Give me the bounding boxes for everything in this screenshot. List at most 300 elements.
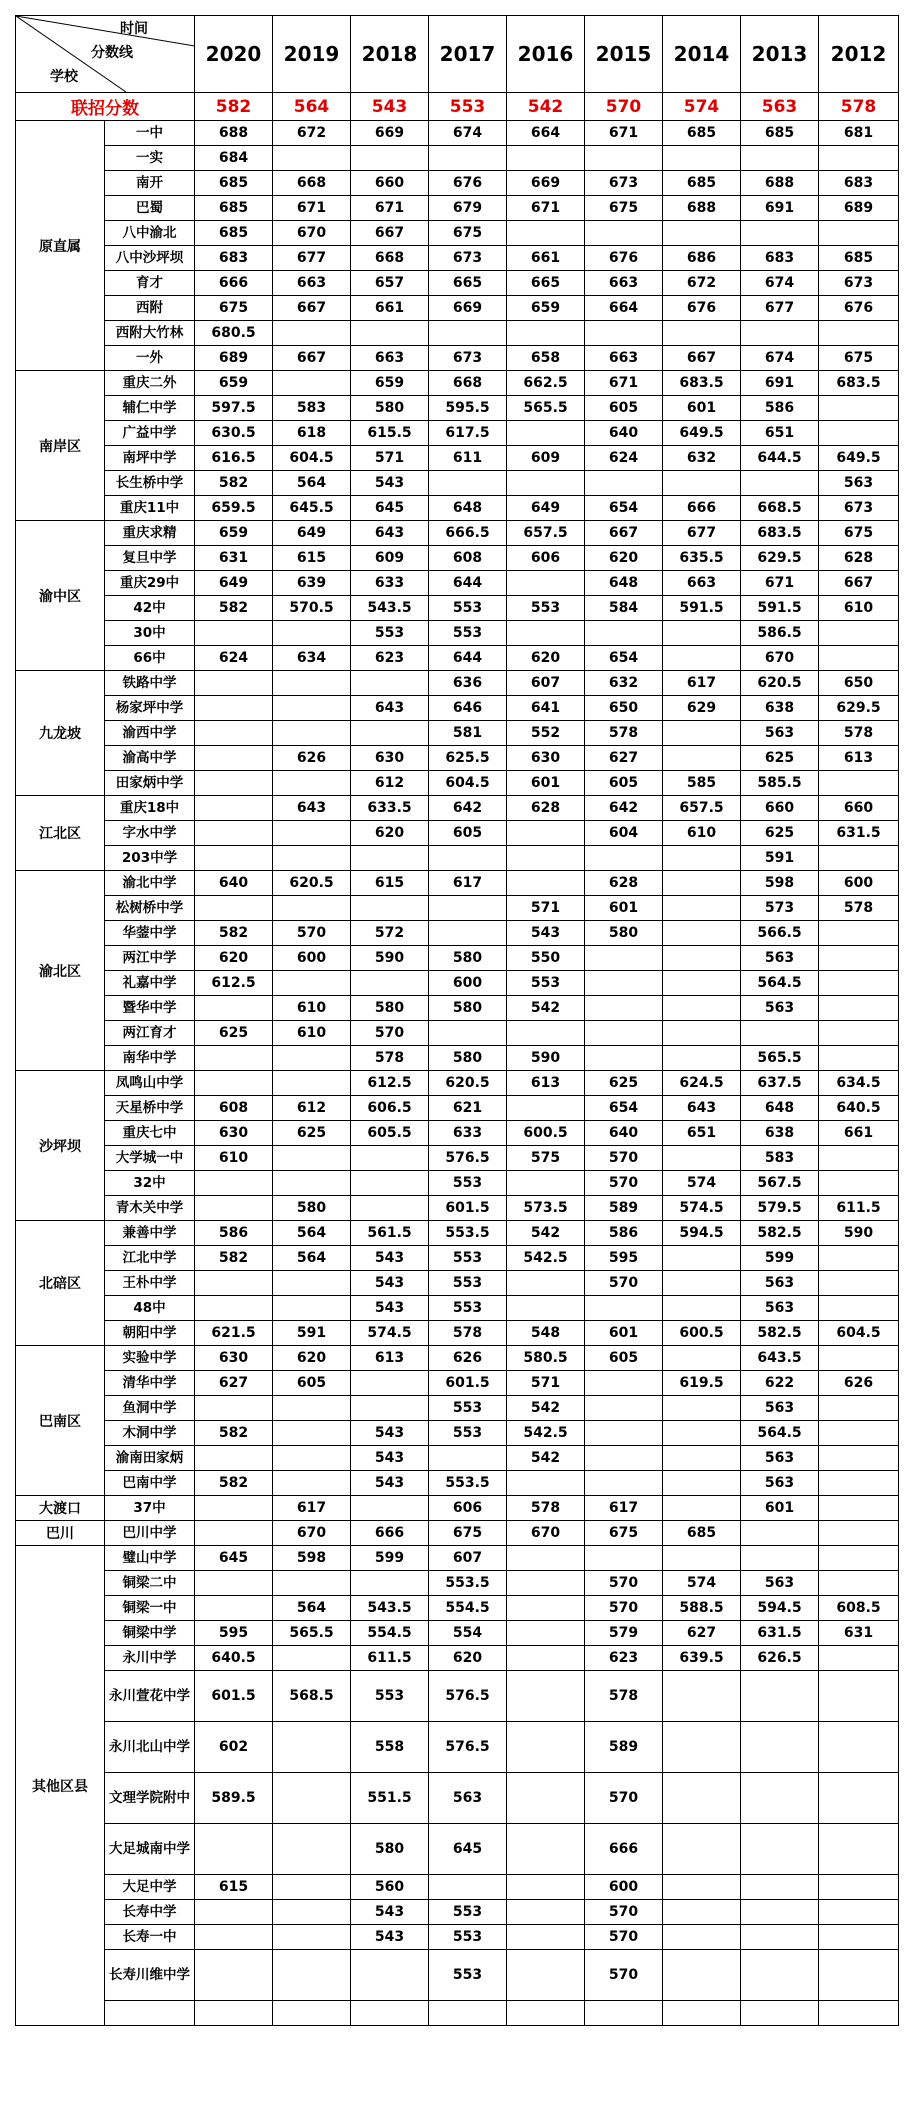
score-cell: 605: [585, 771, 663, 796]
score-cell: 640: [195, 871, 273, 896]
score-cell: [663, 646, 741, 671]
score-cell: [351, 2001, 429, 2026]
score-cell: [507, 1471, 585, 1496]
score-cell: 583: [273, 396, 351, 421]
score-cell: 570.5: [273, 596, 351, 621]
score-cell: 642: [429, 796, 507, 821]
score-cell: 595: [585, 1246, 663, 1271]
score-cell: 543: [507, 921, 585, 946]
score-cell: 568.5: [273, 1671, 351, 1722]
school-cell: 南坪中学: [105, 446, 195, 471]
score-cell: [507, 421, 585, 446]
score-cell: 565.5: [741, 1046, 819, 1071]
score-cell: [819, 846, 899, 871]
district-cell: 南岸区: [16, 371, 105, 521]
score-cell: 570: [585, 1571, 663, 1596]
table-row: [16, 1925, 899, 1950]
score-cell: [273, 671, 351, 696]
score-cell: 543.5: [351, 596, 429, 621]
score-cell: 644: [429, 571, 507, 596]
score-cell: 621: [429, 1096, 507, 1121]
score-cell: 608: [195, 1096, 273, 1121]
table-row: [16, 296, 899, 321]
table-row: [16, 871, 899, 896]
score-cell: [273, 771, 351, 796]
score-cell: [663, 1875, 741, 1900]
score-cell: 615: [351, 871, 429, 896]
school-cell: 永川北山中学: [105, 1722, 195, 1773]
score-cell: [429, 1021, 507, 1046]
score-cell: 685: [195, 221, 273, 246]
table-row: [16, 121, 899, 146]
score-table: [15, 15, 899, 2026]
score-cell: 615.5: [351, 421, 429, 446]
score-cell: 543: [351, 1446, 429, 1471]
score-cell: 578: [585, 721, 663, 746]
score-cell: 663: [585, 346, 663, 371]
score-cell: 629: [663, 696, 741, 721]
school-cell: 八中渝北: [105, 221, 195, 246]
score-cell: 627: [585, 746, 663, 771]
score-cell: 671: [741, 571, 819, 596]
score-cell: [195, 671, 273, 696]
score-cell: 674: [741, 271, 819, 296]
school-cell: 西附大竹林: [105, 321, 195, 346]
school-cell: 一实: [105, 146, 195, 171]
score-cell: 677: [741, 296, 819, 321]
score-cell: 582: [195, 1246, 273, 1271]
score-cell: 685: [663, 121, 741, 146]
score-cell: 610: [819, 596, 899, 621]
score-cell: [273, 1773, 351, 1824]
score-cell: 582.5: [741, 1321, 819, 1346]
score-cell: 573.5: [507, 1196, 585, 1221]
score-cell: 543: [351, 1271, 429, 1296]
score-cell: 542: [507, 996, 585, 1021]
score-cell: [585, 321, 663, 346]
score-cell: 624: [585, 446, 663, 471]
score-cell: 623: [585, 1646, 663, 1671]
score-cell: 578: [507, 1496, 585, 1521]
table-row: [16, 846, 899, 871]
score-cell: 586.5: [741, 621, 819, 646]
score-cell: 658: [507, 346, 585, 371]
school-cell: 复旦中学: [105, 546, 195, 571]
score-cell: 629.5: [819, 696, 899, 721]
year-header: 2019: [273, 16, 351, 93]
score-cell: 599: [741, 1246, 819, 1271]
table-row: [16, 921, 899, 946]
score-cell: 627: [663, 1621, 741, 1646]
score-cell: [741, 1521, 819, 1546]
score-cell: [507, 1571, 585, 1596]
school-cell: 30中: [105, 621, 195, 646]
score-cell: 645: [195, 1546, 273, 1571]
score-cell: [585, 2001, 663, 2026]
score-cell: 667: [819, 571, 899, 596]
score-cell: [663, 721, 741, 746]
table-row: [16, 1875, 899, 1900]
score-cell: [195, 2001, 273, 2026]
table-row: [16, 1671, 899, 1722]
table-row: [16, 1221, 899, 1246]
score-cell: 611: [429, 446, 507, 471]
score-cell: 618: [273, 421, 351, 446]
score-cell: [273, 1271, 351, 1296]
district-cell: 其他区县: [16, 1546, 105, 2026]
score-cell: 668.5: [741, 496, 819, 521]
score-cell: 610: [195, 1146, 273, 1171]
score-cell: 620.5: [273, 871, 351, 896]
score-cell: 625: [585, 1071, 663, 1096]
table-row: [16, 1046, 899, 1071]
score-cell: 570: [585, 1271, 663, 1296]
score-cell: 553: [429, 1296, 507, 1321]
table-row: [16, 1773, 899, 1824]
score-cell: 645: [429, 1824, 507, 1875]
district-cell: 巴南区: [16, 1346, 105, 1496]
score-cell: [585, 621, 663, 646]
table-row: [16, 671, 899, 696]
table-row: [16, 1571, 899, 1596]
score-cell: 580.5: [507, 1346, 585, 1371]
score-cell: [663, 471, 741, 496]
school-cell: 广益中学: [105, 421, 195, 446]
score-cell: 554.5: [429, 1596, 507, 1621]
score-cell: 688: [741, 171, 819, 196]
score-cell: 553: [429, 1396, 507, 1421]
score-cell: 673: [429, 346, 507, 371]
score-cell: 661: [819, 1121, 899, 1146]
score-cell: 620: [429, 1646, 507, 1671]
score-cell: 608.5: [819, 1596, 899, 1621]
score-cell: 612.5: [351, 1071, 429, 1096]
corner-school-label: 学校: [50, 69, 78, 85]
score-cell: 659: [351, 371, 429, 396]
score-cell: 620.5: [429, 1071, 507, 1096]
score-cell: 676: [429, 171, 507, 196]
score-cell: 669: [351, 121, 429, 146]
score-cell: [663, 921, 741, 946]
score-cell: 542: [507, 1446, 585, 1471]
score-cell: 578: [585, 1671, 663, 1722]
score-cell: 570: [585, 1950, 663, 2001]
score-cell: 565.5: [273, 1621, 351, 1646]
table-row: [16, 1096, 899, 1121]
score-cell: 673: [819, 271, 899, 296]
score-cell: 553: [429, 1925, 507, 1950]
score-cell: [429, 1446, 507, 1471]
score-cell: [819, 1546, 899, 1571]
score-cell: 590: [351, 946, 429, 971]
score-cell: 612: [273, 1096, 351, 1121]
score-cell: 671: [507, 196, 585, 221]
score-cell: 671: [585, 371, 663, 396]
score-cell: [585, 1296, 663, 1321]
school-cell: 两江中学: [105, 946, 195, 971]
score-cell: 597.5: [195, 396, 273, 421]
score-cell: 676: [663, 296, 741, 321]
table-row: [16, 1900, 899, 1925]
score-cell: [585, 1471, 663, 1496]
score-cell: 670: [741, 646, 819, 671]
score-cell: [507, 1296, 585, 1321]
score-cell: [663, 1471, 741, 1496]
score-cell: [195, 1296, 273, 1321]
score-cell: [273, 1446, 351, 1471]
score-cell: [195, 1900, 273, 1925]
table-row: [16, 1271, 899, 1296]
score-cell: 617: [585, 1496, 663, 1521]
score-cell: 659: [195, 521, 273, 546]
score-cell: [351, 1396, 429, 1421]
score-cell: 579.5: [741, 1196, 819, 1221]
score-cell: [351, 721, 429, 746]
score-cell: 651: [663, 1121, 741, 1146]
score-cell: [273, 1296, 351, 1321]
table-row: [16, 896, 899, 921]
score-cell: [663, 2001, 741, 2026]
score-cell: 553: [429, 621, 507, 646]
score-cell: 643: [663, 1096, 741, 1121]
score-cell: 630: [195, 1121, 273, 1146]
score-cell: 570: [351, 1021, 429, 1046]
score-cell: 554: [429, 1621, 507, 1646]
score-cell: 688: [663, 196, 741, 221]
score-cell: 570: [585, 1146, 663, 1171]
score-cell: 668: [429, 371, 507, 396]
score-cell: 578: [819, 896, 899, 921]
school-cell: 辅仁中学: [105, 396, 195, 421]
score-cell: [195, 896, 273, 921]
score-cell: [195, 1521, 273, 1546]
score-cell: [663, 1546, 741, 1571]
score-cell: [195, 846, 273, 871]
score-cell: 620: [273, 1346, 351, 1371]
score-cell: [351, 1950, 429, 2001]
score-cell: [273, 1571, 351, 1596]
score-cell: 564: [273, 1246, 351, 1271]
score-cell: [429, 146, 507, 171]
score-cell: 632: [585, 671, 663, 696]
score-cell: [507, 146, 585, 171]
score-cell: 625: [741, 746, 819, 771]
table-row: [16, 196, 899, 221]
school-cell: 铜梁一中: [105, 1596, 195, 1621]
score-cell: [507, 1271, 585, 1296]
district-cell: 渝北区: [16, 871, 105, 1071]
score-cell: 646: [429, 696, 507, 721]
score-cell: [273, 1171, 351, 1196]
school-cell: [105, 2001, 195, 2026]
score-cell: 563: [819, 471, 899, 496]
score-cell: 553: [429, 1421, 507, 1446]
score-cell: [741, 221, 819, 246]
score-cell: 664: [507, 121, 585, 146]
score-cell: [585, 1396, 663, 1421]
score-cell: 677: [663, 521, 741, 546]
score-cell: [819, 421, 899, 446]
score-cell: 663: [351, 346, 429, 371]
table-row: [16, 596, 899, 621]
table-row: [16, 1722, 899, 1773]
score-cell: 671: [585, 121, 663, 146]
score-cell: [819, 1824, 899, 1875]
score-cell: 677: [273, 246, 351, 271]
score-cell: 606: [507, 546, 585, 571]
score-cell: [741, 471, 819, 496]
score-cell: 601.5: [429, 1196, 507, 1221]
score-cell: 669: [429, 296, 507, 321]
score-cell: 661: [507, 246, 585, 271]
score-cell: 543: [351, 1925, 429, 1950]
school-cell: 铜梁二中: [105, 1571, 195, 1596]
score-cell: [585, 1046, 663, 1071]
score-cell: 673: [585, 171, 663, 196]
score-cell: 595: [195, 1621, 273, 1646]
score-cell: 553.5: [429, 1471, 507, 1496]
score-cell: 663: [273, 271, 351, 296]
score-cell: [429, 921, 507, 946]
score-cell: [273, 846, 351, 871]
score-cell: [273, 1875, 351, 1900]
score-cell: 564.5: [741, 1421, 819, 1446]
score-cell: 612: [351, 771, 429, 796]
score-cell: 649: [273, 521, 351, 546]
score-cell: [663, 1824, 741, 1875]
score-cell: 617.5: [429, 421, 507, 446]
table-row: [16, 796, 899, 821]
school-cell: 南华中学: [105, 1046, 195, 1071]
score-cell: 691: [741, 371, 819, 396]
score-cell: 564: [273, 1221, 351, 1246]
score-cell: [663, 146, 741, 171]
school-cell: 鱼洞中学: [105, 1396, 195, 1421]
school-cell: 巴蜀: [105, 196, 195, 221]
score-cell: [819, 1571, 899, 1596]
score-cell: [507, 1171, 585, 1196]
table-row: [16, 1321, 899, 1346]
score-cell: 586: [195, 1221, 273, 1246]
score-cell: [819, 1246, 899, 1271]
score-cell: 625: [195, 1021, 273, 1046]
score-cell: [273, 696, 351, 721]
table-row: [16, 696, 899, 721]
score-cell: [273, 1071, 351, 1096]
score-cell: [273, 371, 351, 396]
score-cell: 659: [507, 296, 585, 321]
score-cell: 631: [195, 546, 273, 571]
score-cell: [195, 1271, 273, 1296]
score-cell: [195, 796, 273, 821]
score-cell: 683: [741, 246, 819, 271]
score-cell: 675: [585, 1521, 663, 1546]
score-cell: [273, 1421, 351, 1446]
table-row: [16, 721, 899, 746]
score-cell: 657.5: [663, 796, 741, 821]
score-cell: [663, 1271, 741, 1296]
score-cell: 582: [195, 1471, 273, 1496]
school-cell: 一外: [105, 346, 195, 371]
score-cell: 580: [351, 1824, 429, 1875]
score-cell: [663, 1950, 741, 2001]
score-cell: 620.5: [741, 671, 819, 696]
score-cell: [507, 1824, 585, 1875]
score-cell: 550: [507, 946, 585, 971]
score-cell: 564: [273, 1596, 351, 1621]
school-cell: 杨家坪中学: [105, 696, 195, 721]
score-cell: 683.5: [663, 371, 741, 396]
score-cell: 543: [351, 1421, 429, 1446]
school-cell: 重庆求精: [105, 521, 195, 546]
score-cell: [273, 971, 351, 996]
table-row: [16, 1396, 899, 1421]
score-cell: [819, 771, 899, 796]
table-row: [16, 346, 899, 371]
score-cell: 616.5: [195, 446, 273, 471]
score-cell: 628: [585, 871, 663, 896]
score-cell: 672: [273, 121, 351, 146]
year-header: 2018: [351, 16, 429, 93]
lianzhao-score: 563: [741, 93, 819, 121]
score-cell: [663, 1046, 741, 1071]
score-cell: [663, 621, 741, 646]
table-row: [16, 496, 899, 521]
score-cell: [507, 221, 585, 246]
score-cell: 606: [429, 1496, 507, 1521]
school-cell: 大足中学: [105, 1875, 195, 1900]
table-row: [16, 246, 899, 271]
score-cell: 640.5: [819, 1096, 899, 1121]
score-cell: [585, 1021, 663, 1046]
score-cell: 649.5: [663, 421, 741, 446]
score-cell: [585, 146, 663, 171]
lianzhao-score: 542: [507, 93, 585, 121]
score-cell: [351, 671, 429, 696]
score-cell: [819, 1021, 899, 1046]
score-cell: [819, 1271, 899, 1296]
score-cell: 595.5: [429, 396, 507, 421]
score-cell: 691: [741, 196, 819, 221]
score-cell: 563: [429, 1773, 507, 1824]
score-cell: 582: [195, 1421, 273, 1446]
score-cell: 563: [741, 1271, 819, 1296]
score-cell: 617: [429, 871, 507, 896]
school-cell: 两江育才: [105, 1021, 195, 1046]
school-cell: 巴川中学: [105, 1521, 195, 1546]
score-cell: 643: [351, 696, 429, 721]
score-cell: [507, 1621, 585, 1646]
score-cell: 613: [507, 1071, 585, 1096]
score-cell: [819, 1722, 899, 1773]
score-cell: [819, 1046, 899, 1071]
score-cell: [507, 1021, 585, 1046]
score-cell: [741, 2001, 819, 2026]
score-cell: [741, 146, 819, 171]
score-cell: 666: [585, 1824, 663, 1875]
school-cell: 暨华中学: [105, 996, 195, 1021]
score-cell: 684: [195, 146, 273, 171]
score-cell: 553.5: [429, 1571, 507, 1596]
score-cell: [195, 1046, 273, 1071]
score-cell: 648: [585, 571, 663, 596]
score-cell: 671: [351, 196, 429, 221]
score-cell: 600: [819, 871, 899, 896]
score-cell: [195, 1596, 273, 1621]
table-row: [16, 546, 899, 571]
score-cell: 636: [429, 671, 507, 696]
score-cell: 553: [429, 1246, 507, 1271]
